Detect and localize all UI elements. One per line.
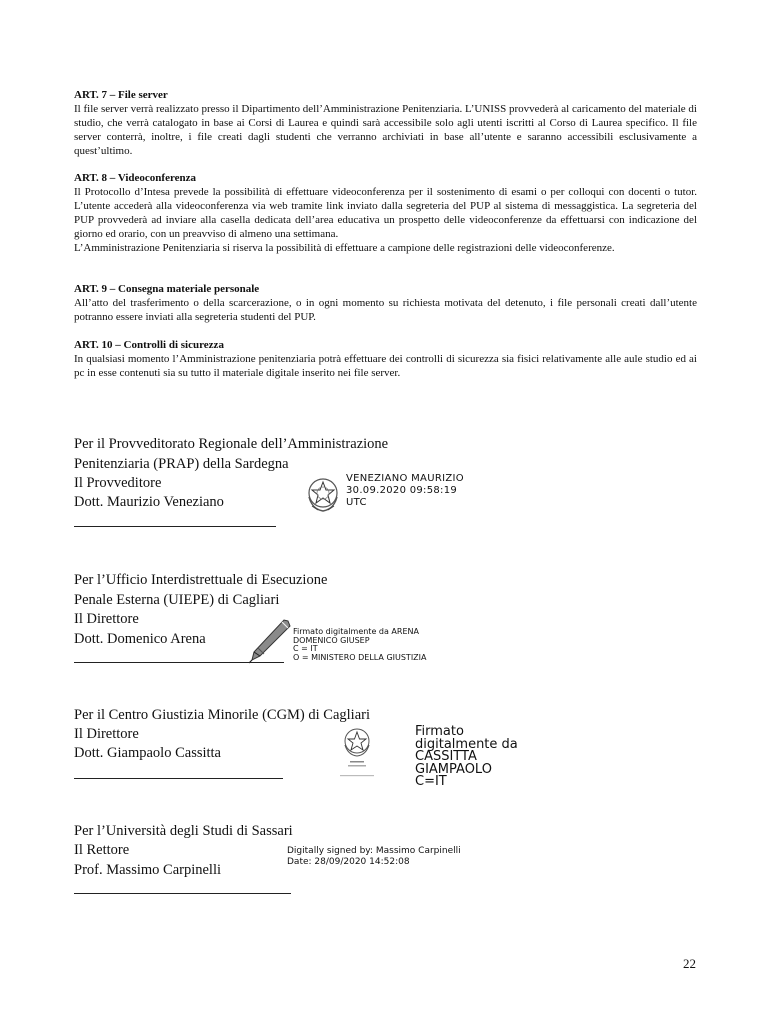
signature-stamp-line: Firmato [415,724,464,739]
article-paragraph: All’atto del trasferimento o della scarcerazione, o in ogni momento su richiesta motivata del detenuto, i file personali creati dall’utente potranno essere inviati alla segreteria studenti del PUP. [74,297,697,323]
signature-stamp-line: VENEZIANO MAURIZIO [346,473,464,484]
article-body [74,102,697,158]
article-8 [74,171,697,255]
article-body [74,296,697,324]
digital-signature-stamp [346,473,464,509]
signatory-office: Penale Esterna (UIEPE) di Cagliari [74,592,280,608]
signature-stamp-line: O = MINISTERO DELLA GIUSTIZIA [293,652,427,662]
digital-signature-stamp [287,846,461,868]
signatory-office: Per l’Università degli Studi di Sassari [74,823,293,839]
fountain-pen-icon [244,618,292,664]
article-paragraph: Il file server verrà realizzato presso il Dipartimento dell’Amministrazione Penitenziaria. L’UNISS provvederà al caricamento del materiale di studio, che verrà catalogato in base ai Corsi di Laurea e quindi sarà accessibile solo agli utenti iscritti al Corso di Laurea specifico. Il file server conterrà, inoltre, i file creati dagli studenti che verranno archiviati in base all’utente e saranno accessibili esclusivamente a quest’ultimo. [74,103,697,157]
signatory-name: Prof. Massimo Carpinelli [74,862,222,878]
signature-stamp-line: Firmato digitalmente da ARENA [293,627,419,636]
signature-stamp-line: GIAMPAOLO [415,761,492,777]
digital-signature-stamp [415,726,518,789]
signatory-office: Per l’Ufficio Interdistrettuale di Esecuzione [74,572,328,588]
signatory-name: Dott. Maurizio Veneziano [74,494,224,510]
signatory-office: Per il Centro Giustizia Minorile (CGM) di Cagliari [74,707,370,723]
article-title: ART. 9 – Consegna materiale personale [74,283,260,295]
article-10 [74,338,697,380]
signature-stamp-line: Digitally signed by: Massimo Carpinelli [287,846,461,856]
italian-republic-emblem-icon [302,473,344,515]
ministero-giustizia-seal-icon [336,724,378,780]
signature-stamp-line: digitalmente da [415,736,518,752]
article-body [74,352,697,380]
page-number: 22 [683,956,696,971]
signatory-role: Il Direttore [74,611,139,627]
signatory-office: Per il Provveditorato Regionale dell’Amministrazione [74,436,389,452]
signatory-role: Il Direttore [74,726,139,742]
article-paragraph: L’Amministrazione Penitenziaria si riserva la possibilità di effettuare a campione delle registrazioni delle videoconferenze. [74,242,615,254]
signature-line [74,778,283,779]
signatory-office: Penitenziaria (PRAP) della Sardegna [74,456,289,472]
article-title: ART. 10 – Controlli di sicurezza [74,339,224,351]
signatory-name: Dott. Domenico Arena [74,631,206,647]
article-7 [74,88,697,158]
signature-stamp-line: CASSITTA [415,749,477,764]
article-title: ART. 8 – Videoconferenza [74,172,197,184]
signature-line [74,526,276,527]
article-title: ART. 7 – File server [74,89,168,101]
signature-stamp-line: C=IT [415,774,447,789]
signature-stamp-line: Date: 28/09/2020 14:52:08 [287,857,410,867]
digital-signature-stamp [293,628,427,662]
signature-stamp-line: 30.09.2020 09:58:19 [346,485,458,496]
article-paragraph: Il Protocollo d’Intesa prevede la possibilità di effettuare videoconferenza per il sostenimento di esami o per colloqui con docenti o tutor. L’utente accederà alla videoconferenza via web tramite link inviato dalla segreteria del PUP al sistema di messaggistica. La segreteria del PUP provvederà ad inviare alla casella dedicata dell’area educativa un prospetto delle videoconferenze da effettuarsi con indicazione del giorno ed orario, con un preavviso di almeno una settimana. [74,186,697,240]
signature-line [74,893,291,894]
signature-stamp-line: UTC [346,497,367,508]
signature-stamp-line: C = IT [293,644,318,653]
signature-stamp-line: DOMENICO GIUSEP [293,635,370,645]
article-9 [74,282,697,324]
article-paragraph: In qualsiasi momento l’Amministrazione penitenziaria potrà effettuare dei controlli di sicurezza sia fisici relativamente alle aule studio ed ai pc in esse contenuti sia su tutto il materiale digitale inserito nei file server. [74,353,697,379]
signatory-role: Il Provveditore [74,475,162,491]
article-body [74,185,697,255]
signatory-name: Dott. Giampaolo Cassitta [74,745,221,761]
signatory-role: Il Rettore [74,842,130,858]
